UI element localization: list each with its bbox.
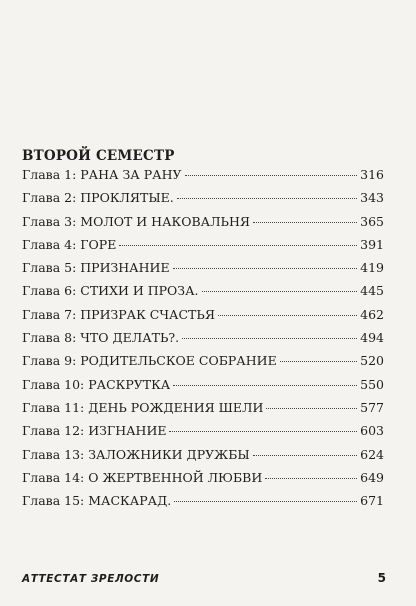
toc-entry bbox=[22, 493, 384, 516]
toc-entry-label: Глава 8: ЧТО ДЕЛАТЬ?. bbox=[22, 330, 180, 346]
toc-entry bbox=[22, 330, 384, 353]
toc-entry bbox=[22, 190, 384, 213]
toc-entry-label: Глава 10: РАСКРУТКА bbox=[22, 376, 171, 392]
dot-leader bbox=[173, 385, 357, 386]
toc-entry-page: 445 bbox=[360, 283, 384, 299]
dot-leader bbox=[119, 245, 357, 246]
toc-entry bbox=[22, 237, 384, 260]
toc-entry-label: Глава 12: ИЗГНАНИЕ bbox=[22, 423, 167, 439]
dot-leader bbox=[169, 431, 357, 432]
toc-entry-page: 550 bbox=[360, 376, 384, 392]
toc-entry bbox=[22, 167, 384, 190]
dot-leader bbox=[174, 501, 357, 502]
toc-entry bbox=[22, 307, 384, 330]
toc-entry bbox=[22, 447, 384, 470]
toc-entry bbox=[22, 400, 384, 423]
dot-leader bbox=[253, 222, 357, 223]
toc-entry-label: Глава 2: ПРОКЛЯТЫЕ. bbox=[22, 190, 174, 206]
dot-leader bbox=[202, 291, 358, 292]
dot-leader bbox=[265, 478, 357, 479]
toc-entry-label: Глава 5: ПРИЗНАНИЕ bbox=[22, 260, 170, 276]
dot-leader bbox=[218, 315, 357, 316]
toc-entry bbox=[22, 283, 384, 306]
dot-leader bbox=[182, 338, 357, 339]
dot-leader bbox=[280, 361, 357, 362]
toc-entry-label: Глава 11: ДЕНЬ РОЖДЕНИЯ ШЕЛИ bbox=[22, 399, 264, 415]
toc-entry bbox=[22, 470, 384, 493]
toc-entry bbox=[22, 353, 384, 376]
toc-entry-page: 577 bbox=[360, 399, 384, 415]
dot-leader bbox=[266, 408, 357, 409]
page-number: 5 bbox=[377, 571, 386, 585]
toc-entry bbox=[22, 377, 384, 400]
toc-entry-label: Глава 6: СТИХИ И ПРОЗА. bbox=[22, 283, 199, 299]
toc-entry-page: 494 bbox=[360, 330, 384, 346]
toc-entry-page: 316 bbox=[360, 167, 384, 182]
dot-leader bbox=[253, 455, 357, 456]
dot-leader bbox=[185, 175, 358, 176]
toc-entry-page: 624 bbox=[360, 446, 384, 462]
toc-entry-page: 671 bbox=[360, 493, 384, 509]
toc-entry-label: Глава 1: РАНА ЗА РАНУ bbox=[22, 167, 182, 182]
running-footer-book-title: АТТЕСТАТ ЗРЕЛОСТИ bbox=[22, 573, 160, 585]
toc-entry-label: Глава 4: ГОРЕ bbox=[22, 236, 117, 252]
toc-entry bbox=[22, 260, 384, 283]
toc-entry-page: 391 bbox=[360, 236, 384, 252]
toc-entry-page: 343 bbox=[360, 190, 384, 206]
dot-leader bbox=[177, 198, 357, 199]
toc-entry-page: 462 bbox=[360, 306, 384, 322]
toc-entry-label: Глава 13: ЗАЛОЖНИКИ ДРУЖБЫ bbox=[22, 446, 250, 462]
toc-entry-page: 419 bbox=[360, 260, 384, 276]
toc-entry-label: Глава 15: МАСКАРАД. bbox=[22, 493, 172, 509]
toc-entry-label: Глава 7: ПРИЗРАК СЧАСТЬЯ bbox=[22, 306, 215, 322]
table-of-contents bbox=[22, 167, 384, 516]
toc-entry-label: Глава 9: РОДИТЕЛЬСКОЕ СОБРАНИЕ bbox=[22, 353, 277, 369]
section-title: ВТОРОЙ СЕМЕСТР bbox=[22, 148, 175, 164]
toc-entry-page: 520 bbox=[360, 353, 384, 369]
dot-leader bbox=[173, 268, 358, 269]
toc-entry bbox=[22, 214, 384, 237]
toc-entry-page: 649 bbox=[360, 469, 384, 485]
toc-entry-label: Глава 3: МОЛОТ И НАКОВАЛЬНЯ bbox=[22, 213, 250, 229]
toc-entry-label: Глава 14: О ЖЕРТВЕННОЙ ЛЮБВИ bbox=[22, 469, 263, 485]
toc-entry bbox=[22, 423, 384, 446]
toc-entry-page: 603 bbox=[360, 423, 384, 439]
toc-entry-page: 365 bbox=[360, 213, 384, 229]
